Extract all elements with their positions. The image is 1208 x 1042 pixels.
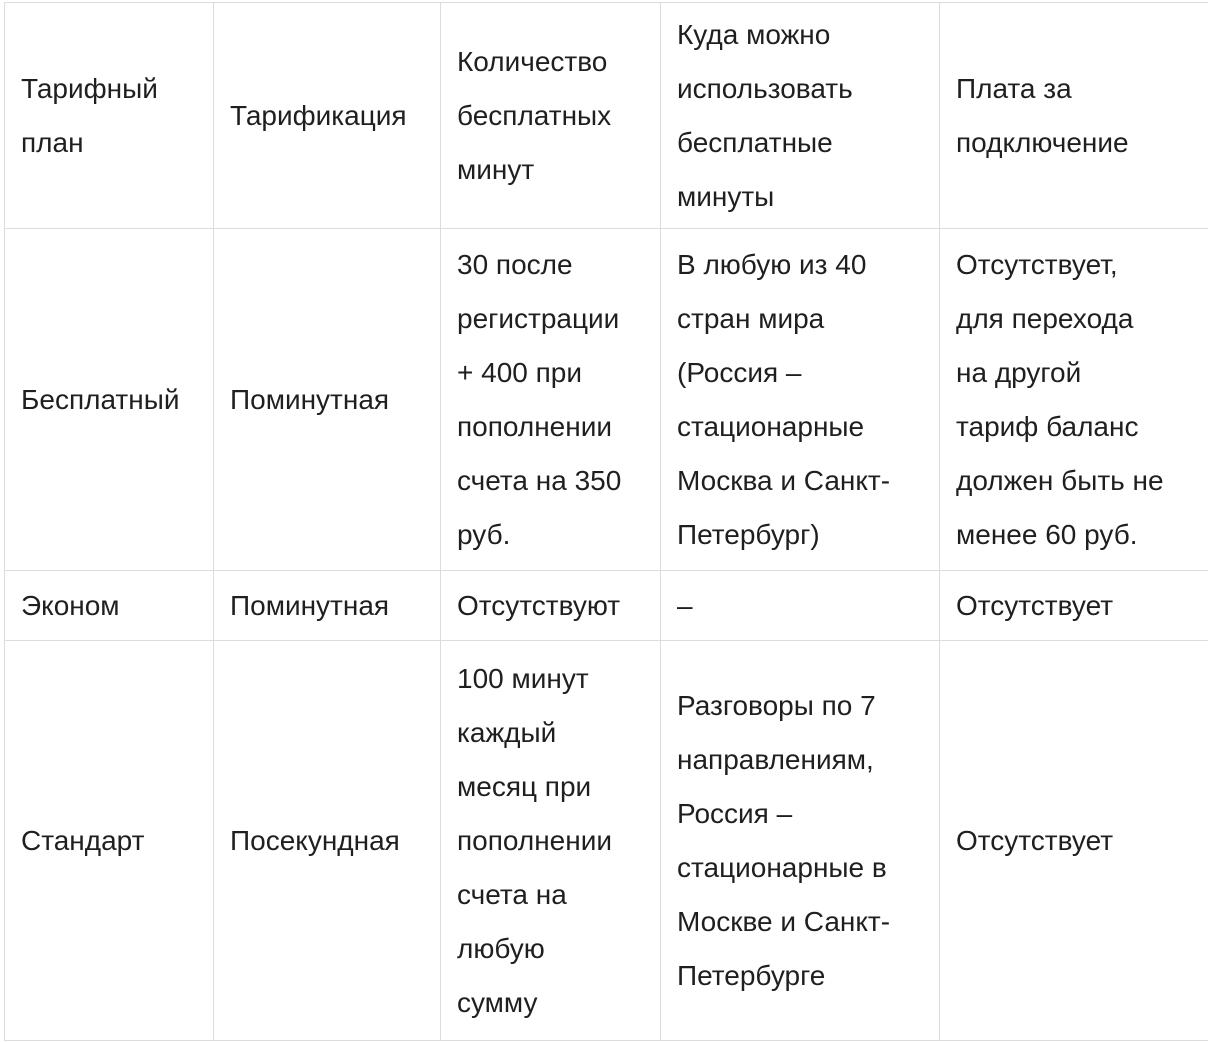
header-cell-connection-fee: Плата за подключение — [940, 3, 1208, 229]
table-cell: Отсутствует — [940, 641, 1208, 1041]
table-cell: Поминутная — [214, 571, 441, 641]
header-cell-free-minutes: Количество бесплатных минут — [441, 3, 661, 229]
table-cell: Посекундная — [214, 641, 441, 1041]
table-cell: Отсутствует — [940, 571, 1208, 641]
table-cell: Отсутствуют — [441, 571, 661, 641]
table-cell: 100 минут каждый месяц при пополнении счета на любую сумму — [441, 641, 661, 1041]
table-cell: 30 после регистрации + 400 при пополнении счета на 350 руб. — [441, 229, 661, 571]
table-header-row — [5, 3, 1208, 229]
header-cell-free-minutes-usage: Куда можно использовать бесплатные минуты — [661, 3, 940, 229]
table-row — [5, 229, 1208, 571]
table-cell: В любую из 40 стран мира (Россия – стационарные Москва и Санкт- Петербург) — [661, 229, 940, 571]
header-cell-billing: Тарификация — [214, 3, 441, 229]
tariff-table — [4, 2, 1208, 1041]
table-cell: Разговоры по 7 направлениям, Россия – стационарные в Москве и Санкт- Петербурге — [661, 641, 940, 1041]
table-cell: – — [661, 571, 940, 641]
table-cell: Эконом — [5, 571, 214, 641]
table-cell: Стандарт — [5, 641, 214, 1041]
table-cell: Бесплатный — [5, 229, 214, 571]
table-row — [5, 571, 1208, 641]
tariff-table-container — [4, 2, 1208, 1042]
table-row — [5, 641, 1208, 1041]
table-cell: Отсутствует, для перехода на другой тариф баланс должен быть не менее 60 руб. — [940, 229, 1208, 571]
header-cell-plan: Тарифный план — [5, 3, 214, 229]
table-cell: Поминутная — [214, 229, 441, 571]
